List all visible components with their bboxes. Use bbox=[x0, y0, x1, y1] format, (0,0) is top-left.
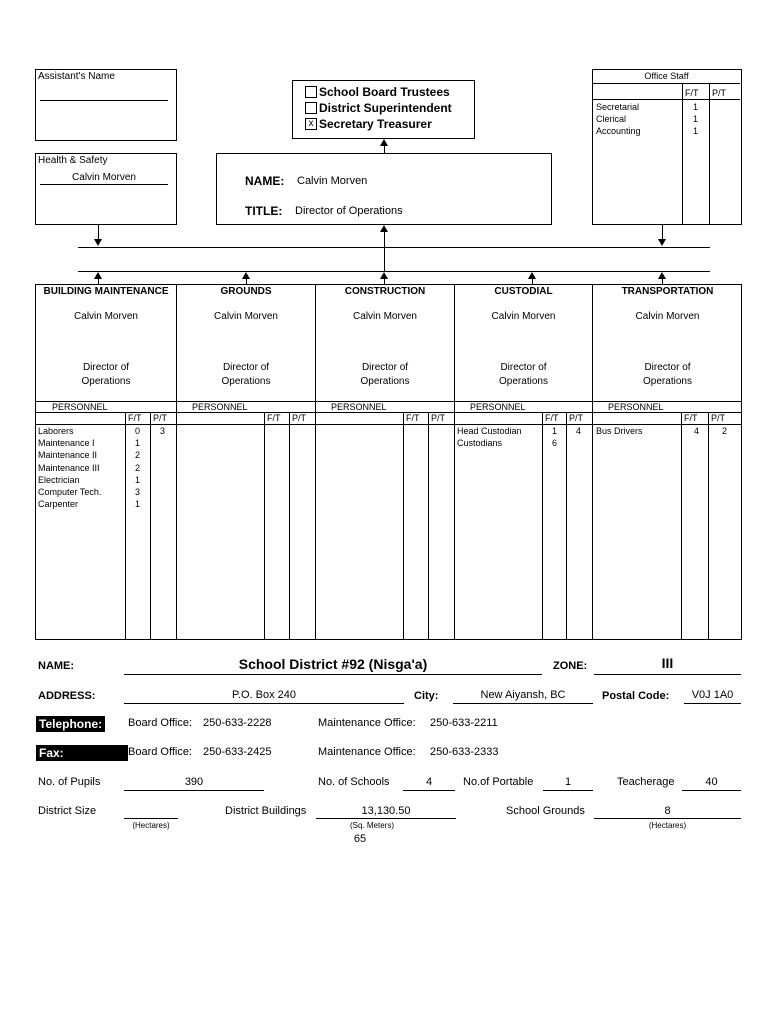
personnel-ft: 1 bbox=[135, 474, 141, 485]
tel-maint-label: Maintenance Office: bbox=[318, 717, 416, 729]
fax-maint-label: Maintenance Office: bbox=[318, 746, 416, 758]
dept-title-line2: Operations bbox=[643, 376, 692, 387]
teacherage-label: Teacherage bbox=[617, 776, 675, 788]
address-label: ADDRESS: bbox=[38, 690, 96, 702]
personnel-pt: 4 bbox=[576, 426, 582, 436]
option-secretary-treasurer: Secretary Treasurer bbox=[319, 117, 432, 131]
fax-maint-value: 250-633-2333 bbox=[430, 746, 499, 758]
personnel-role: Computer Tech. bbox=[38, 487, 102, 498]
address-value: P.O. Box 240 bbox=[231, 689, 296, 701]
personnel-label: PERSONNEL bbox=[52, 402, 108, 412]
dept-name: BUILDING MAINTENANCE bbox=[43, 286, 169, 297]
ft-header: F/T bbox=[128, 413, 142, 423]
schools-value: 4 bbox=[425, 776, 433, 788]
personnel-ft: 1 bbox=[135, 438, 141, 449]
dept-person: Calvin Morven bbox=[491, 311, 556, 322]
checkbox-secretary-treasurer[interactable]: x bbox=[305, 118, 317, 130]
departments-table bbox=[35, 284, 742, 640]
personnel-label: PERSONNEL bbox=[331, 402, 387, 412]
pt-header: P/T bbox=[153, 413, 168, 423]
postal-code-label: Postal Code: bbox=[602, 690, 670, 702]
pt-header: P/T bbox=[569, 413, 584, 423]
office-staff-ft: 1 bbox=[693, 114, 699, 125]
fax-board-label: Board Office: bbox=[128, 746, 192, 758]
district-size-unit: (Hectares) bbox=[132, 821, 170, 830]
zone-label: ZONE: bbox=[553, 660, 588, 672]
dept-person: Calvin Morven bbox=[353, 311, 417, 322]
zone-value: III bbox=[661, 655, 674, 671]
city-value: New Aiyansh, BC bbox=[480, 689, 566, 701]
personnel-ft: 1 bbox=[135, 499, 141, 510]
office-staff-ft: 1 bbox=[693, 126, 699, 137]
ft-header: F/T bbox=[406, 413, 420, 423]
personnel-role: Laborers bbox=[38, 426, 74, 436]
dept-title-line1: Director of bbox=[644, 362, 691, 373]
dept-name: CONSTRUCTION bbox=[344, 286, 426, 297]
tel-maint-value: 250-633-2211 bbox=[430, 717, 498, 729]
office-staff-role: Accounting bbox=[596, 126, 641, 137]
personnel-role: Electrician bbox=[38, 474, 80, 485]
personnel-ft: 3 bbox=[135, 487, 141, 498]
pupils-label: No. of Pupils bbox=[38, 776, 101, 788]
pupils-value: 390 bbox=[184, 776, 204, 788]
health-safety-value: Calvin Morven bbox=[72, 172, 136, 183]
personnel-role: Maintenance I bbox=[38, 438, 95, 449]
assistant-box bbox=[35, 69, 177, 141]
dept-title-line2: Operations bbox=[360, 376, 410, 387]
ft-header: F/T bbox=[267, 413, 281, 423]
portable-label: No.of Portable bbox=[463, 776, 534, 788]
district-name-label: NAME: bbox=[38, 660, 75, 672]
buildings-unit: (Sq. Meters) bbox=[349, 821, 394, 830]
buildings-value: 13,130.50 bbox=[361, 805, 411, 817]
director-name: Calvin Morven bbox=[297, 175, 368, 187]
page-number: 65 bbox=[353, 833, 367, 845]
director-title: Director of Operations bbox=[295, 205, 403, 217]
ft-header: F/T bbox=[545, 413, 559, 423]
personnel-ft: 2 bbox=[135, 462, 141, 473]
office-staff-ft-header: F/T bbox=[685, 88, 699, 98]
dept-person: Calvin Morven bbox=[214, 311, 278, 322]
dept-title-line1: Director of bbox=[361, 362, 409, 373]
director-name-label: NAME: bbox=[245, 174, 285, 188]
grounds-label: School Grounds bbox=[506, 805, 585, 817]
grounds-unit: (Hectares) bbox=[648, 821, 687, 830]
dept-person: Calvin Morven bbox=[74, 311, 138, 322]
personnel-pt: 2 bbox=[722, 426, 728, 436]
pt-header: P/T bbox=[431, 413, 446, 423]
director-title-label: TITLE: bbox=[245, 204, 283, 218]
grounds-value: 8 bbox=[664, 805, 671, 817]
dept-title-line1: Director of bbox=[500, 362, 547, 373]
dept-name: GROUNDS bbox=[220, 286, 272, 297]
dept-title-line1: Director of bbox=[222, 362, 270, 373]
checkbox-superintendent[interactable] bbox=[305, 102, 317, 114]
health-safety-box bbox=[35, 153, 177, 225]
office-staff-role: Secretarial bbox=[596, 102, 640, 112]
option-superintendent: District Superintendent bbox=[319, 101, 452, 115]
fax-board-value: 250-633-2425 bbox=[203, 746, 272, 758]
personnel-label: PERSONNEL bbox=[192, 402, 248, 412]
personnel-pt: 3 bbox=[160, 426, 166, 436]
personnel-role: Bus Drivers bbox=[596, 426, 643, 436]
buildings-label: District Buildings bbox=[225, 805, 307, 817]
schools-label: No. of Schools bbox=[318, 776, 390, 788]
district-name: School District #92 (Nisga'a) bbox=[238, 656, 428, 672]
personnel-role: Carpenter bbox=[38, 499, 79, 510]
reports-to-box bbox=[292, 80, 475, 139]
personnel-label: PERSONNEL bbox=[470, 402, 526, 412]
postal-code-value: V0J 1A0 bbox=[691, 689, 734, 701]
tel-board-value: 250-633-2228 bbox=[203, 717, 272, 729]
checkbox-school-board[interactable] bbox=[305, 86, 317, 98]
tel-board-label: Board Office: bbox=[128, 717, 192, 729]
personnel-ft: 2 bbox=[135, 450, 141, 461]
personnel-role: Maintenance III bbox=[38, 462, 100, 473]
health-safety-label: Health & Safety bbox=[38, 155, 108, 166]
personnel-ft: 6 bbox=[552, 438, 558, 449]
telephone-label: Telephone: bbox=[36, 716, 105, 732]
personnel-role: Maintenance II bbox=[38, 450, 98, 461]
personnel-ft: 0 bbox=[135, 426, 141, 436]
office-staff-header: Office Staff bbox=[644, 71, 689, 81]
portable-value: 1 bbox=[564, 776, 572, 788]
dept-title-line2: Operations bbox=[499, 376, 548, 387]
dept-person: Calvin Morven bbox=[635, 311, 700, 322]
personnel-role: Custodians bbox=[457, 438, 503, 449]
office-staff-pt-header: P/T bbox=[712, 88, 727, 98]
office-staff-role: Clerical bbox=[596, 114, 627, 125]
fax-label: Fax: bbox=[36, 745, 128, 761]
district-size-label: District Size bbox=[38, 805, 97, 817]
ft-header: F/T bbox=[684, 413, 698, 423]
dept-name: CUSTODIAL bbox=[494, 286, 553, 297]
pt-header: P/T bbox=[292, 413, 307, 423]
assistant-label: Assistant's Name bbox=[38, 71, 115, 82]
personnel-ft: 1 bbox=[552, 426, 558, 436]
dept-title-line2: Operations bbox=[221, 376, 271, 387]
dept-title-line2: Operations bbox=[81, 376, 131, 387]
personnel-ft: 4 bbox=[694, 426, 700, 436]
personnel-label: PERSONNEL bbox=[608, 402, 664, 412]
option-school-board: School Board Trustees bbox=[319, 85, 450, 99]
director-box bbox=[216, 153, 552, 225]
pt-header: P/T bbox=[711, 413, 726, 423]
office-staff-box bbox=[592, 69, 742, 225]
dept-name: TRANSPORTATION bbox=[621, 286, 714, 297]
dept-title-line1: Director of bbox=[82, 362, 130, 373]
city-label: City: bbox=[414, 690, 439, 702]
teacherage-value: 40 bbox=[705, 776, 718, 788]
personnel-role: Head Custodian bbox=[457, 426, 522, 436]
office-staff-ft: 1 bbox=[693, 102, 699, 112]
